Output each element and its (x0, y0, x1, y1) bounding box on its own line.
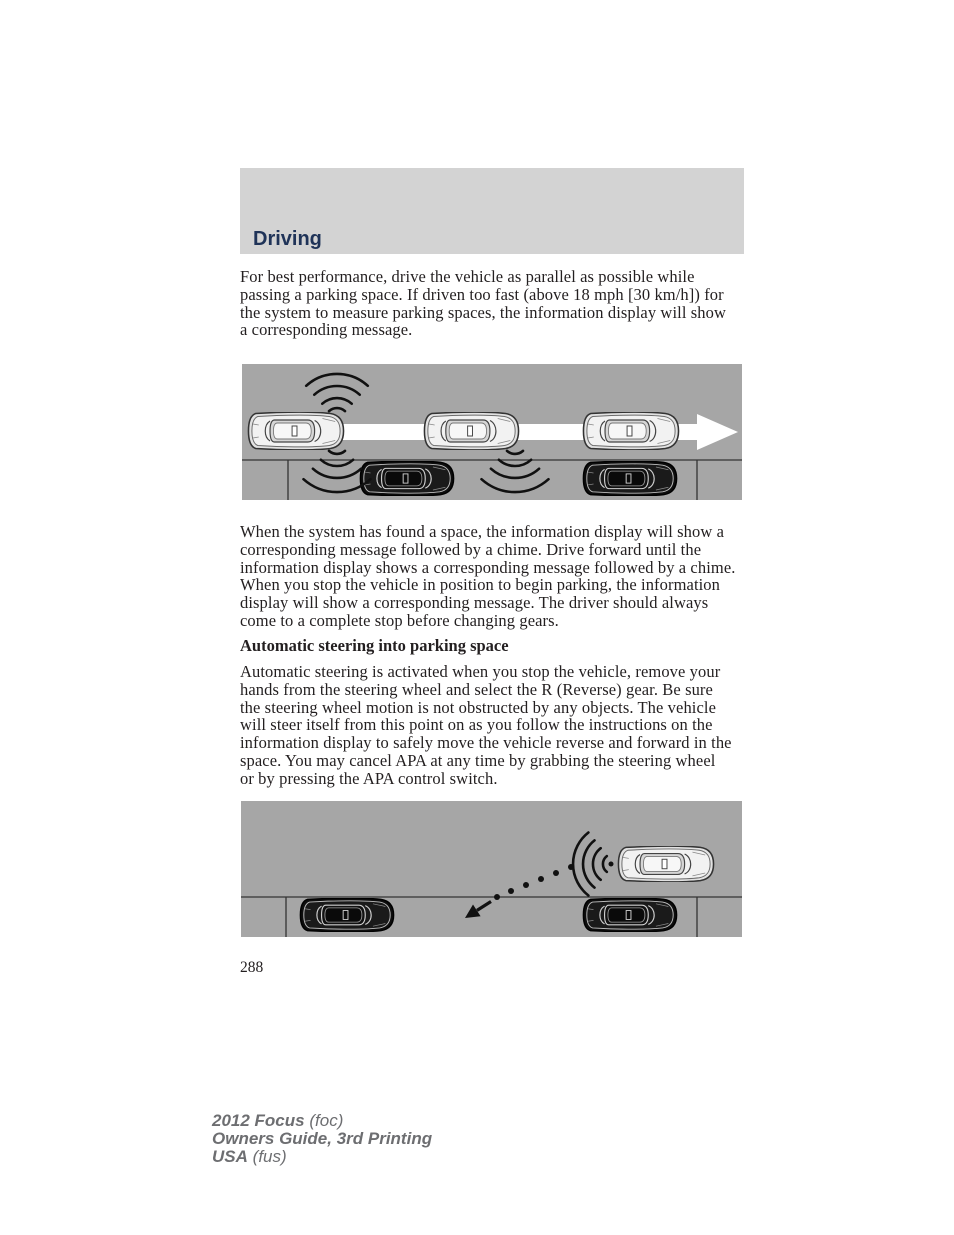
text-line: a corresponding message. (240, 320, 413, 340)
footer-market-line (212, 1148, 432, 1166)
text-line: hands from the steering wheel and select the R (Reverse) gear. Be sure (240, 679, 713, 699)
dotted-arrow-icon (465, 864, 574, 918)
text-line: the steering wheel motion is not obstructed by any objects. The vehicle (240, 697, 717, 717)
section-heading: Automatic steering into parking space (240, 636, 509, 655)
text-line: For best performance, drive the vehicle as parallel as possible while (240, 267, 695, 286)
section-header-band (240, 168, 744, 254)
illustration-reverse-parking-svg (241, 801, 742, 937)
sensor-wave-icon (482, 451, 549, 492)
paragraph-space-found (240, 523, 744, 630)
document-footer (212, 1112, 432, 1166)
car-light-icon (618, 846, 713, 882)
footer-publication-line (212, 1130, 432, 1148)
text-line: information display shows a corresponding message followed by a chime. (240, 557, 736, 577)
car-light-icon (248, 412, 343, 450)
text-line: corresponding message followed by a chime. Drive forward until the (240, 539, 702, 559)
car-dark-icon (583, 461, 676, 496)
text-line: or by pressing the APA control switch. (240, 768, 498, 788)
text-line: display will show a corresponding message. The driver should always (240, 593, 709, 613)
footer-model-code: (foc) (309, 1111, 344, 1130)
illustration-space-search (242, 364, 742, 500)
sensor-wave-icon (573, 833, 613, 896)
text-line: the system to measure parking spaces, the information display will show (240, 302, 726, 322)
footer-publication: Owners Guide, 3rd Printing (212, 1129, 433, 1148)
text-line: passing a parking space. If driven too fast (above 18 mph [30 km/h]) for (240, 284, 724, 304)
text-line: When the system has found a space, the information display will show a (240, 522, 725, 541)
sensor-wave-icon (306, 374, 368, 411)
text-line: Automatic steering is activated when you stop the vehicle, remove your (240, 662, 721, 681)
car-light-icon (583, 412, 678, 450)
car-dark-icon (360, 461, 453, 496)
section-title: Driving (253, 228, 322, 250)
car-dark-icon (300, 898, 393, 932)
page-number: 288 (240, 959, 264, 976)
paragraph-automatic-steering (240, 663, 744, 788)
text-line: will steer itself from this point on as you follow the instructions on the (240, 715, 713, 735)
text-line: space. You may cancel APA at any time by grabbing the steering wheel (240, 750, 716, 770)
footer-model: 2012 Focus (212, 1111, 305, 1130)
text-line: information display to safely move the vehicle reverse and forward in the (240, 733, 732, 753)
car-light-icon (424, 412, 518, 450)
illustration-space-search-svg (242, 364, 742, 500)
footer-model-line (212, 1112, 432, 1130)
illustration-reverse-parking (241, 801, 742, 937)
footer-market-code: (fus) (252, 1147, 287, 1166)
paragraph-best-performance (240, 268, 744, 339)
car-dark-icon (583, 898, 676, 932)
text-line: When you stop the vehicle in position to begin parking, the information (240, 575, 721, 595)
text-line: come to a complete stop before changing gears. (240, 610, 559, 630)
footer-market: USA (212, 1147, 248, 1166)
